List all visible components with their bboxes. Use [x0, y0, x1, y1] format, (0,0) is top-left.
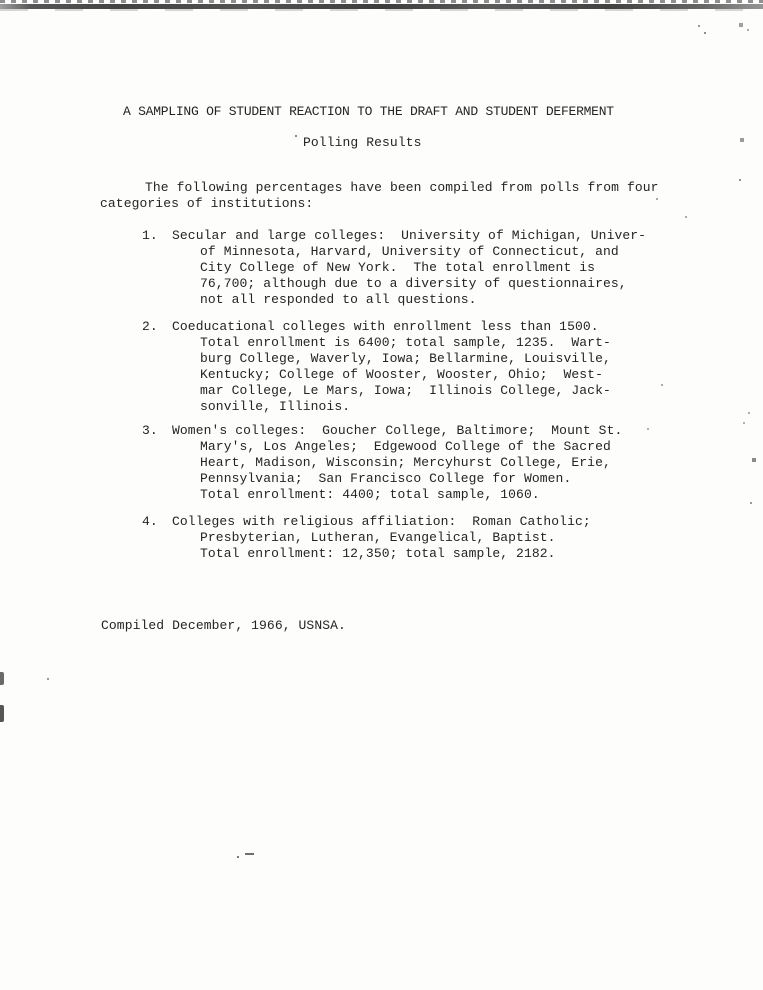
item-4-number: 4.: [142, 514, 158, 529]
document-title: A SAMPLING OF STUDENT REACTION TO THE DRAFT AND STUDENT DEFERMENT: [123, 104, 614, 119]
list-item-4: [0, 514, 591, 562]
item-2-text: Coeducational colleges with enrollment less than 1500.: [172, 319, 599, 334]
item-1-line-3: City College of New York. The total enrollment is: [200, 260, 596, 275]
list-item-3: [0, 423, 622, 503]
scan-left-edge-blob: [0, 705, 4, 722]
item-3-text: Women's colleges: Goucher College, Baltimore; Mount St.: [172, 423, 623, 438]
scan-edge-band-tail: [0, 9, 763, 11]
item-3-line-3: Heart, Madison, Wisconsin; Mercyhurst College, Erie,: [200, 455, 611, 470]
item-4-line-2: Presbyterian, Lutheran, Evangelical, Baptist.: [200, 530, 556, 545]
item-1-number: 1.: [142, 228, 158, 243]
item-2-line-2: Total enrollment is 6400; total sample, 1235. Wart-: [200, 335, 611, 350]
item-4-text: Colleges with religious affiliation: Roman Catholic;: [172, 514, 591, 529]
item-3-first-line: [142, 423, 622, 439]
scan-dot-dash-mark: [237, 856, 239, 858]
scan-specks: [0, 0, 2, 2]
item-1-line-4: 76,700; although due to a diversity of questionnaires,: [200, 276, 627, 291]
scan-edge-dashed-line: [0, 0, 763, 3]
item-1-first-line: [142, 228, 646, 244]
item-2-line-4: Kentucky; College of Wooster, Wooster, Ohio; West-: [200, 367, 603, 382]
item-4-line-3: Total enrollment: 12,350; total sample, 2182.: [200, 546, 556, 561]
item-2-line-3: burg College, Waverly, Iowa; Bellarmine, Louisville,: [200, 351, 611, 366]
scan-left-edge-blob: [0, 672, 4, 685]
intro-line-2: categories of institutions:: [100, 196, 314, 211]
item-2-line-5: mar College, Le Mars, Iowa; Illinois College, Jack-: [200, 383, 611, 398]
intro-line-1: The following percentages have been compiled from polls from four: [145, 180, 659, 195]
item-2-line-6: sonville, Illinois.: [200, 399, 351, 414]
compiled-note: Compiled December, 1966, USNSA.: [101, 618, 346, 633]
item-2-number: 2.: [142, 319, 158, 334]
intro-paragraph: [0, 180, 659, 212]
item-1-line-5: not all responded to all questions.: [200, 292, 477, 307]
list-item-1: [0, 228, 646, 308]
item-3-line-2: Mary's, Los Angeles; Edgewood College of the Sacred: [200, 439, 611, 454]
list-item-2: [0, 319, 611, 415]
item-3-number: 3.: [142, 423, 158, 438]
item-1-text: Secular and large colleges: University of Michigan, Univer-: [172, 228, 647, 243]
item-3-line-4: Pennsylvania; San Francisco College for Women.: [200, 471, 572, 486]
item-3-line-5: Total enrollment: 4400; total sample, 1060.: [200, 487, 540, 502]
item-1-line-2: of Minnesota, Harvard, University of Connecticut, and: [200, 244, 619, 259]
item-4-first-line: [142, 514, 591, 530]
document-subtitle: Polling Results: [303, 135, 422, 150]
item-2-first-line: [142, 319, 611, 335]
